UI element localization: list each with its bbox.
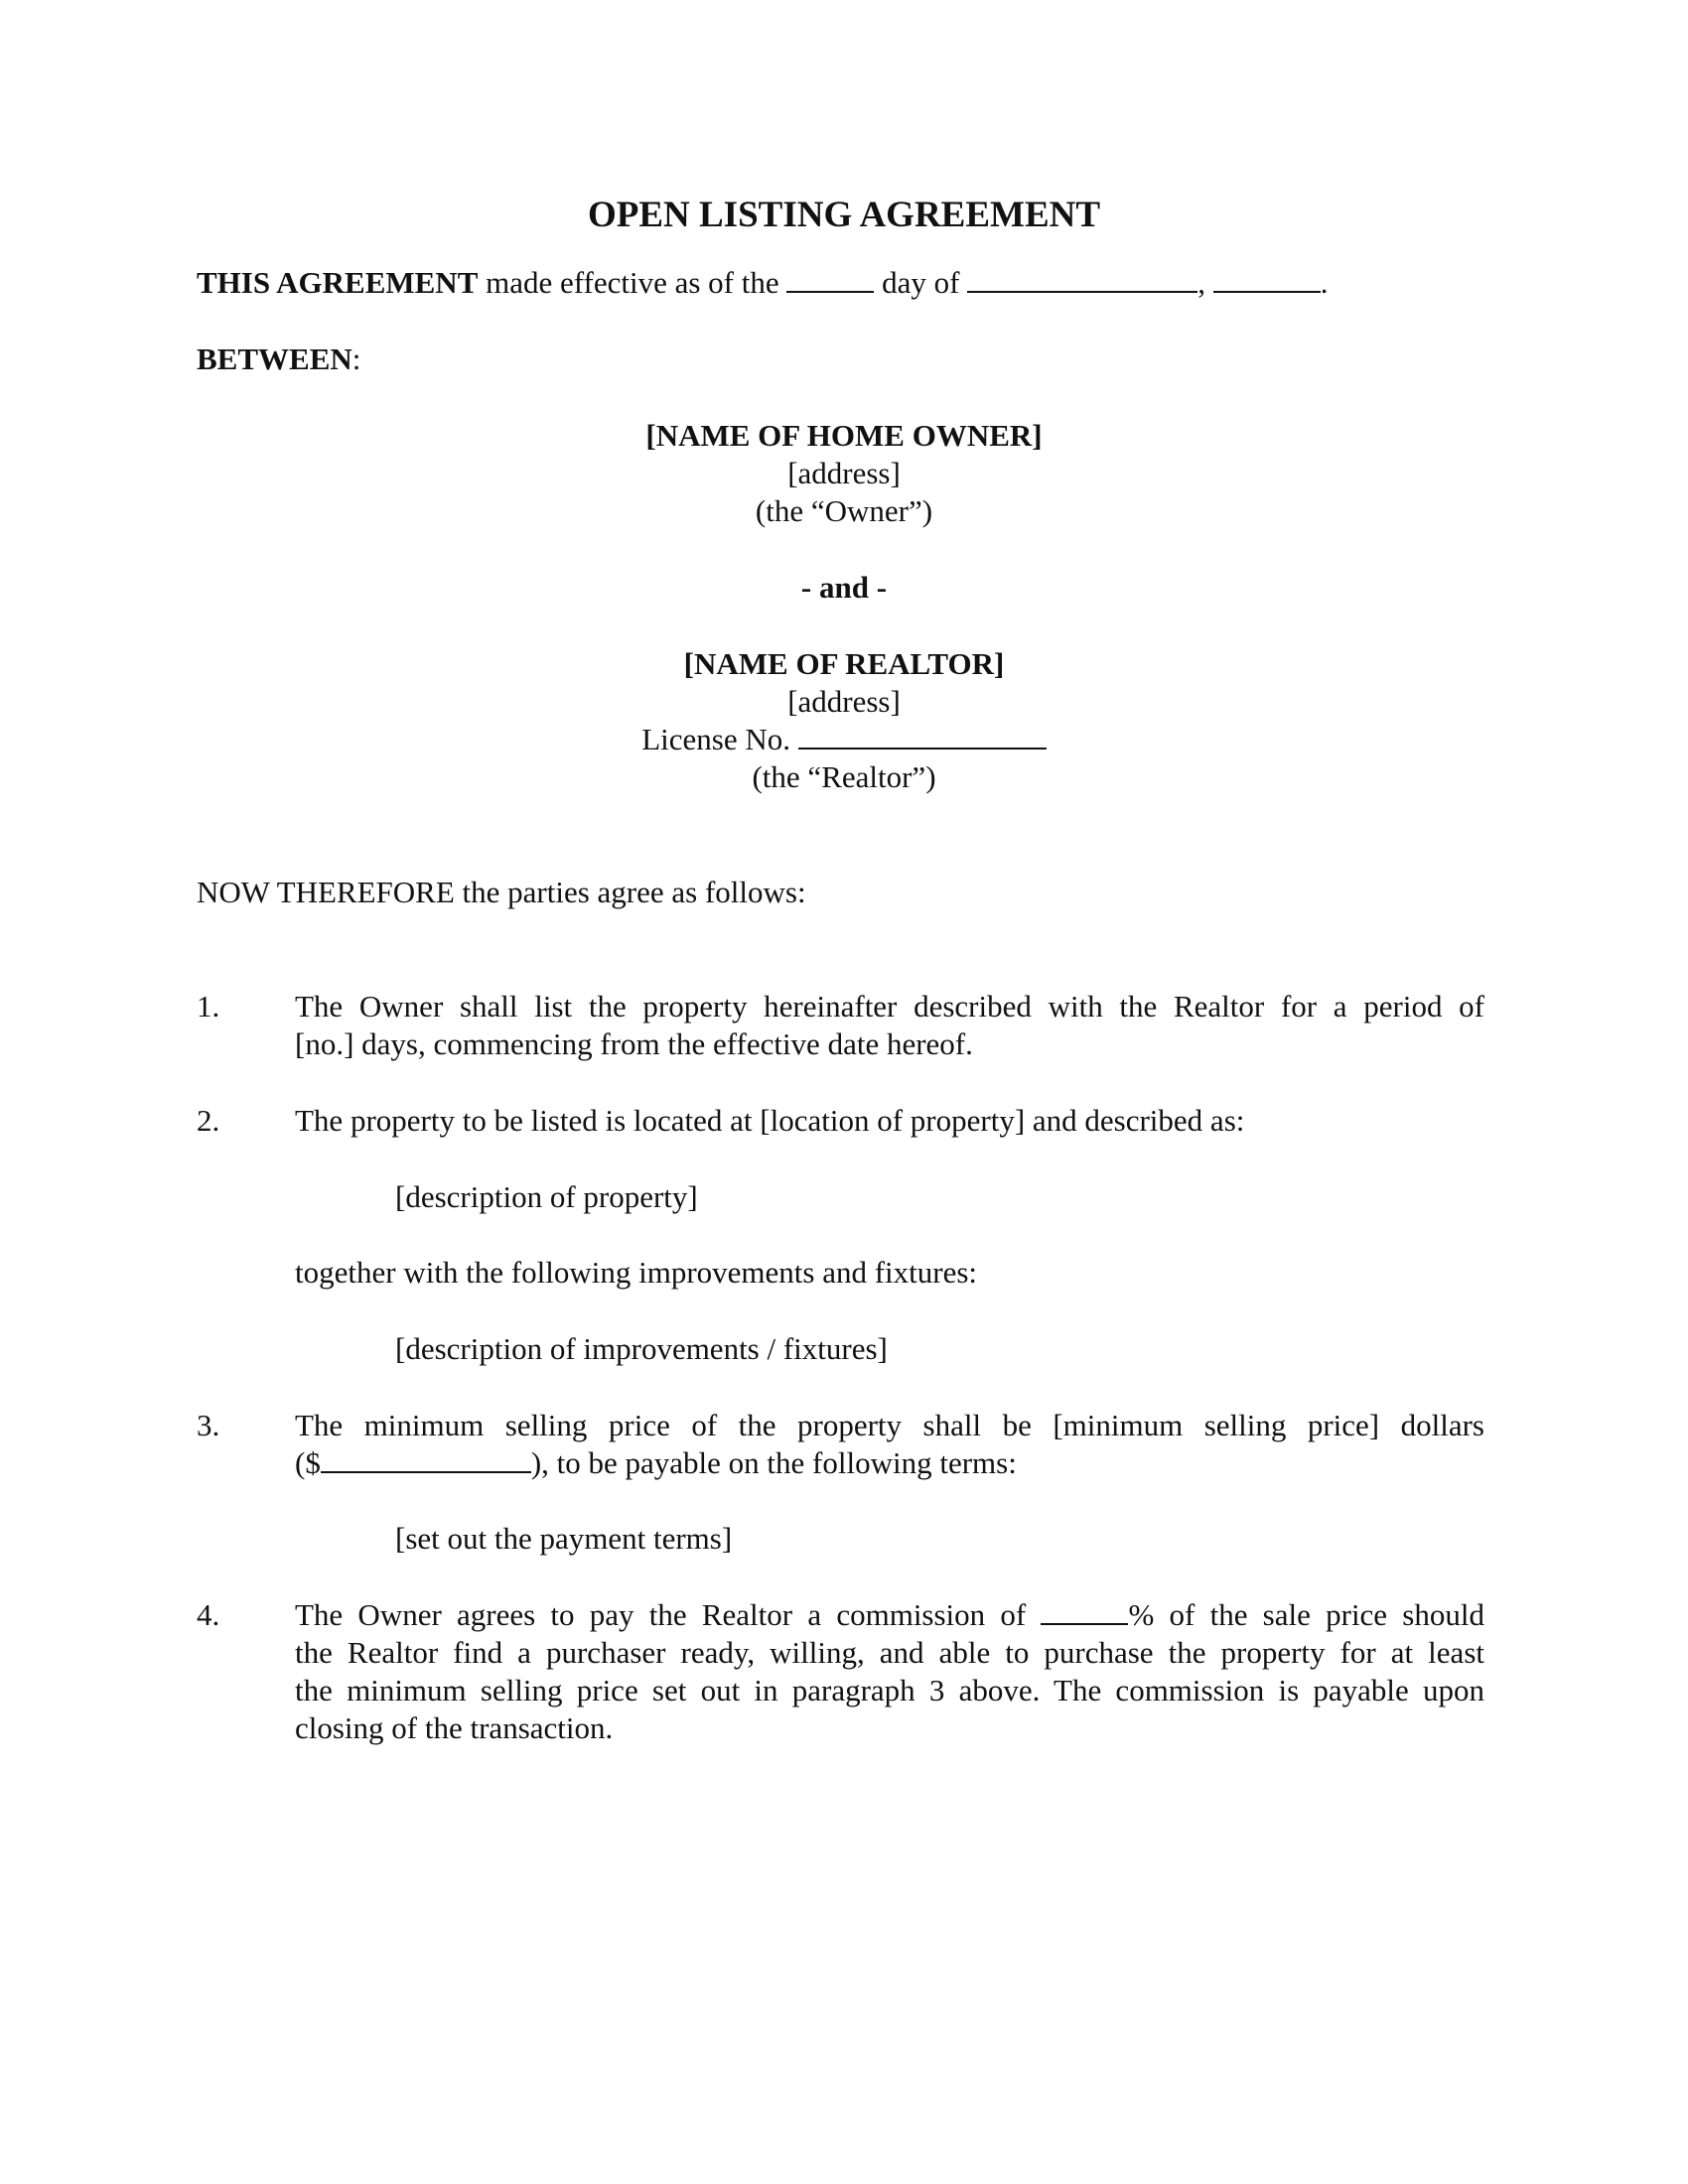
owner-name: [NAME OF HOME OWNER]: [645, 418, 1043, 453]
price-prefix: ($: [295, 1445, 321, 1480]
clause-3-line-1: The minimum selling price of the property shall be [minimum selling price] dollars: [295, 1408, 1484, 1442]
intro-text-2: day of: [874, 265, 968, 300]
now-therefore: NOW THEREFORE the parties agree as follows:: [197, 875, 806, 909]
day-blank: [786, 265, 874, 293]
commission-suffix: % of the sale price should: [1128, 1597, 1484, 1632]
clause-3-terms: [set out the payment terms]: [395, 1521, 733, 1556]
commission-blank: [1041, 1597, 1128, 1625]
realtor-license: [0, 721, 1688, 758]
owner-designation: (the “Owner”): [755, 493, 933, 528]
clause-2-together: together with the following improvements and fixtures:: [295, 1255, 978, 1290]
intro-line: [197, 264, 1328, 302]
clause-3-line-2: [295, 1444, 1484, 1482]
intro-text-1: made effective as of the: [478, 265, 787, 300]
owner-address: [address]: [787, 456, 901, 490]
clause-3-text: [295, 1407, 1484, 1482]
clause-3-number: 3.: [197, 1408, 220, 1442]
commission-prefix: The Owner agrees to pay the Realtor a commission of: [295, 1597, 1042, 1632]
realtor-designation: (the “Realtor”): [752, 759, 936, 794]
realtor-name: [NAME OF REALTOR]: [683, 646, 1005, 681]
clause-4-number: 4.: [197, 1597, 220, 1632]
clause-1-line-2: [no.] days, commencing from the effective date hereof.: [295, 1026, 973, 1061]
clause-1-text: [295, 988, 1484, 1063]
clause-4-text: [295, 1596, 1484, 1747]
month-blank: [967, 265, 1197, 293]
clause-4-line-1: [295, 1596, 1484, 1634]
between-text: BETWEEN: [197, 341, 352, 376]
clause-2-description: [description of property]: [395, 1179, 698, 1214]
clause-4-line-4: closing of the transaction.: [295, 1710, 614, 1745]
intro-text-3: ,: [1197, 265, 1213, 300]
clause-2-improvements: [description of improvements / fixtures]: [395, 1331, 888, 1366]
license-blank: [798, 722, 1047, 750]
intro-lead: THIS AGREEMENT: [197, 265, 479, 300]
license-label: License No.: [641, 722, 798, 756]
clause-1-line-1: The Owner shall list the property hereinafter described with the Realtor for a period of: [295, 989, 1484, 1024]
clause-2-line-1: The property to be listed is located at [location of property] and described as:: [295, 1103, 1245, 1138]
and-separator: - and -: [800, 570, 888, 605]
year-blank: [1213, 265, 1321, 293]
clause-4-line-3: the minimum selling price set out in paragraph 3 above. The commission is payable upon: [295, 1673, 1484, 1707]
clause-4-line-2: the Realtor find a purchaser ready, willing, and able to purchase the property for at least: [295, 1635, 1484, 1670]
clause-2-number: 2.: [197, 1103, 220, 1138]
price-suffix: ), to be payable on the following terms:: [530, 1445, 1017, 1480]
intro-text-4: .: [1320, 265, 1329, 300]
document-title: OPEN LISTING AGREEMENT: [587, 195, 1101, 235]
clause-1-number: 1.: [197, 989, 220, 1024]
between-label: [197, 341, 360, 378]
between-colon: :: [352, 341, 361, 376]
price-blank: [321, 1445, 531, 1473]
realtor-address: [address]: [787, 684, 901, 719]
